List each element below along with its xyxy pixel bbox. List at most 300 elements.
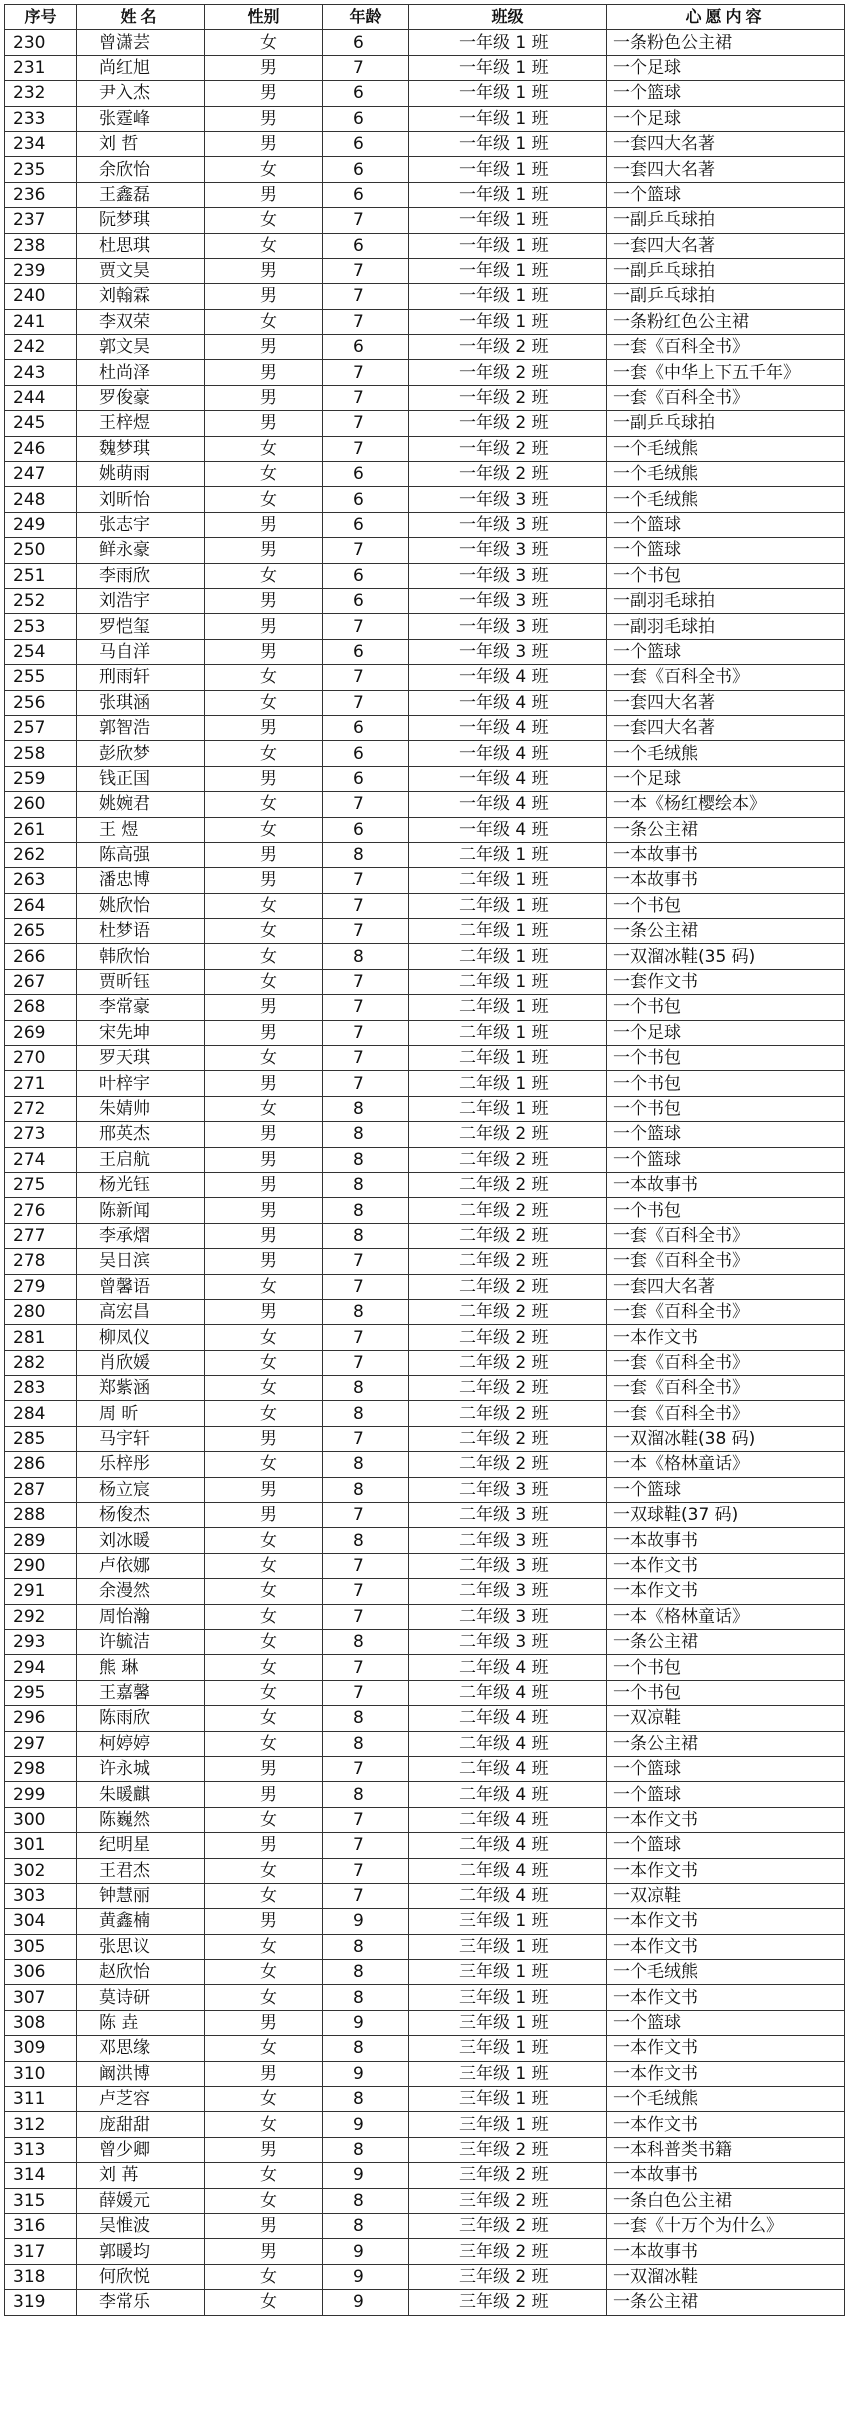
cell-name: 周 昕 <box>77 1401 205 1426</box>
table-row <box>5 1883 845 1908</box>
cell-age: 8 <box>323 1477 409 1502</box>
cell-id: 313 <box>5 2137 77 2162</box>
cell-wish: 一本科普类书籍 <box>607 2137 845 2162</box>
cell-name: 鲜永豪 <box>77 538 205 563</box>
cell-class: 二年级 1 班 <box>409 995 607 1020</box>
cell-id: 248 <box>5 487 77 512</box>
table-row <box>5 817 845 842</box>
cell-class: 一年级 1 班 <box>409 131 607 156</box>
cell-id: 254 <box>5 639 77 664</box>
cell-id: 316 <box>5 2213 77 2238</box>
cell-class: 一年级 1 班 <box>409 157 607 182</box>
cell-id: 284 <box>5 1401 77 1426</box>
cell-name: 刘 苒 <box>77 2163 205 2188</box>
cell-wish: 一本故事书 <box>607 1172 845 1197</box>
cell-id: 303 <box>5 1883 77 1908</box>
cell-class: 三年级 2 班 <box>409 2137 607 2162</box>
cell-id: 240 <box>5 284 77 309</box>
table-row <box>5 1147 845 1172</box>
cell-wish: 一双球鞋(37 码) <box>607 1503 845 1528</box>
cell-age: 8 <box>323 1960 409 1985</box>
cell-name: 王君杰 <box>77 1858 205 1883</box>
header-wish: 心愿内容 <box>607 5 845 30</box>
table-row <box>5 639 845 664</box>
cell-age: 6 <box>323 131 409 156</box>
cell-class: 二年级 3 班 <box>409 1528 607 1553</box>
cell-gender: 女 <box>205 2112 323 2137</box>
cell-name: 姚婉君 <box>77 792 205 817</box>
cell-name: 黄鑫楠 <box>77 1909 205 1934</box>
cell-class: 二年级 2 班 <box>409 1376 607 1401</box>
cell-wish: 一本作文书 <box>607 1909 845 1934</box>
cell-name: 曾少卿 <box>77 2137 205 2162</box>
cell-name: 王嘉馨 <box>77 1680 205 1705</box>
cell-wish: 一个篮球 <box>607 182 845 207</box>
cell-wish: 一个毛绒熊 <box>607 462 845 487</box>
cell-wish: 一套四大名著 <box>607 690 845 715</box>
cell-age: 7 <box>323 360 409 385</box>
cell-id: 246 <box>5 436 77 461</box>
cell-name: 邓思缘 <box>77 2036 205 2061</box>
cell-gender: 女 <box>205 1096 323 1121</box>
table-row <box>5 1223 845 1248</box>
cell-class: 一年级 3 班 <box>409 538 607 563</box>
cell-wish: 一套《百科全书》 <box>607 1350 845 1375</box>
cell-name: 朱婧帅 <box>77 1096 205 1121</box>
cell-name: 刘 哲 <box>77 131 205 156</box>
cell-gender: 男 <box>205 131 323 156</box>
cell-class: 三年级 1 班 <box>409 1909 607 1934</box>
table-row <box>5 868 845 893</box>
cell-gender: 女 <box>205 1706 323 1731</box>
cell-gender: 男 <box>205 842 323 867</box>
cell-class: 一年级 2 班 <box>409 436 607 461</box>
cell-wish: 一本作文书 <box>607 1553 845 1578</box>
table-row <box>5 665 845 690</box>
cell-name: 刘昕怡 <box>77 487 205 512</box>
cell-id: 318 <box>5 2264 77 2289</box>
header-gender: 性别 <box>205 5 323 30</box>
cell-gender: 男 <box>205 2239 323 2264</box>
cell-wish: 一条公主裙 <box>607 2290 845 2315</box>
cell-age: 7 <box>323 436 409 461</box>
cell-name: 李承熠 <box>77 1223 205 1248</box>
cell-name: 郑紫涵 <box>77 1376 205 1401</box>
cell-age: 8 <box>323 1985 409 2010</box>
cell-age: 7 <box>323 1858 409 1883</box>
cell-id: 238 <box>5 233 77 258</box>
cell-class: 二年级 1 班 <box>409 868 607 893</box>
cell-id: 312 <box>5 2112 77 2137</box>
cell-gender: 男 <box>205 182 323 207</box>
cell-wish: 一个篮球 <box>607 512 845 537</box>
cell-gender: 女 <box>205 208 323 233</box>
table-row <box>5 2213 845 2238</box>
cell-age: 8 <box>323 1630 409 1655</box>
cell-name: 王启航 <box>77 1147 205 1172</box>
cell-age: 6 <box>323 233 409 258</box>
cell-wish: 一个篮球 <box>607 639 845 664</box>
cell-gender: 女 <box>205 2188 323 2213</box>
cell-age: 7 <box>323 1046 409 1071</box>
cell-wish: 一个毛绒熊 <box>607 741 845 766</box>
cell-gender: 男 <box>205 55 323 80</box>
cell-name: 郭暖均 <box>77 2239 205 2264</box>
cell-gender: 女 <box>205 563 323 588</box>
cell-id: 249 <box>5 512 77 537</box>
cell-wish: 一本作文书 <box>607 1934 845 1959</box>
cell-id: 270 <box>5 1046 77 1071</box>
cell-name: 王 煜 <box>77 817 205 842</box>
cell-class: 一年级 1 班 <box>409 106 607 131</box>
cell-id: 264 <box>5 893 77 918</box>
cell-gender: 女 <box>205 690 323 715</box>
cell-gender: 男 <box>205 512 323 537</box>
cell-gender: 男 <box>205 1503 323 1528</box>
cell-gender: 女 <box>205 665 323 690</box>
cell-name: 曾馨语 <box>77 1274 205 1299</box>
table-row <box>5 715 845 740</box>
cell-gender: 女 <box>205 919 323 944</box>
cell-class: 二年级 4 班 <box>409 1680 607 1705</box>
table-row <box>5 2264 845 2289</box>
cell-id: 236 <box>5 182 77 207</box>
cell-gender: 男 <box>205 2213 323 2238</box>
table-row <box>5 1325 845 1350</box>
cell-wish: 一个书包 <box>607 1096 845 1121</box>
cell-gender: 女 <box>205 2036 323 2061</box>
table-row <box>5 1680 845 1705</box>
cell-id: 234 <box>5 131 77 156</box>
cell-wish: 一副乒乓球拍 <box>607 258 845 283</box>
cell-class: 一年级 1 班 <box>409 30 607 55</box>
cell-age: 8 <box>323 944 409 969</box>
cell-name: 周怡瀚 <box>77 1604 205 1629</box>
cell-gender: 男 <box>205 538 323 563</box>
cell-gender: 女 <box>205 1401 323 1426</box>
table-row <box>5 55 845 80</box>
cell-age: 8 <box>323 2087 409 2112</box>
cell-name: 赵欣怡 <box>77 1960 205 1985</box>
table-row <box>5 1579 845 1604</box>
cell-class: 二年级 2 班 <box>409 1426 607 1451</box>
cell-age: 7 <box>323 411 409 436</box>
cell-id: 292 <box>5 1604 77 1629</box>
cell-wish: 一个篮球 <box>607 1477 845 1502</box>
cell-id: 286 <box>5 1452 77 1477</box>
cell-name: 许永城 <box>77 1756 205 1781</box>
cell-age: 9 <box>323 2264 409 2289</box>
cell-id: 247 <box>5 462 77 487</box>
table-row <box>5 1172 845 1197</box>
cell-id: 239 <box>5 258 77 283</box>
cell-wish: 一套《百科全书》 <box>607 385 845 410</box>
cell-age: 7 <box>323 893 409 918</box>
cell-gender: 男 <box>205 1299 323 1324</box>
cell-id: 253 <box>5 614 77 639</box>
cell-wish: 一个书包 <box>607 563 845 588</box>
cell-age: 8 <box>323 2036 409 2061</box>
cell-class: 一年级 1 班 <box>409 233 607 258</box>
table-row <box>5 2137 845 2162</box>
cell-name: 薛媛元 <box>77 2188 205 2213</box>
cell-age: 7 <box>323 995 409 1020</box>
cell-id: 290 <box>5 1553 77 1578</box>
cell-id: 300 <box>5 1807 77 1832</box>
cell-class: 三年级 1 班 <box>409 2036 607 2061</box>
cell-gender: 女 <box>205 1883 323 1908</box>
table-row <box>5 919 845 944</box>
cell-class: 二年级 1 班 <box>409 1046 607 1071</box>
table-row <box>5 258 845 283</box>
cell-gender: 男 <box>205 1122 323 1147</box>
cell-gender: 女 <box>205 893 323 918</box>
cell-age: 8 <box>323 1172 409 1197</box>
cell-gender: 男 <box>205 639 323 664</box>
cell-wish: 一本作文书 <box>607 1807 845 1832</box>
cell-name: 杨俊杰 <box>77 1503 205 1528</box>
table-row <box>5 309 845 334</box>
cell-name: 莫诗研 <box>77 1985 205 2010</box>
cell-wish: 一本作文书 <box>607 2061 845 2086</box>
table-row <box>5 335 845 360</box>
cell-age: 6 <box>323 30 409 55</box>
cell-gender: 男 <box>205 106 323 131</box>
cell-id: 288 <box>5 1503 77 1528</box>
cell-wish: 一本《杨红樱绘本》 <box>607 792 845 817</box>
cell-gender: 女 <box>205 1655 323 1680</box>
cell-id: 319 <box>5 2290 77 2315</box>
cell-wish: 一本作文书 <box>607 1858 845 1883</box>
cell-age: 8 <box>323 1452 409 1477</box>
cell-name: 姚萌雨 <box>77 462 205 487</box>
cell-wish: 一套作文书 <box>607 969 845 994</box>
cell-wish: 一条公主裙 <box>607 1630 845 1655</box>
table-row <box>5 1350 845 1375</box>
cell-id: 308 <box>5 2010 77 2035</box>
cell-gender: 男 <box>205 715 323 740</box>
cell-name: 乐梓彤 <box>77 1452 205 1477</box>
table-row <box>5 436 845 461</box>
cell-name: 吴惟波 <box>77 2213 205 2238</box>
cell-gender: 女 <box>205 1376 323 1401</box>
cell-wish: 一个篮球 <box>607 81 845 106</box>
cell-name: 杨立宸 <box>77 1477 205 1502</box>
cell-wish: 一套四大名著 <box>607 157 845 182</box>
cell-name: 尹入杰 <box>77 81 205 106</box>
cell-name: 罗天琪 <box>77 1046 205 1071</box>
cell-gender: 女 <box>205 1274 323 1299</box>
cell-class: 一年级 1 班 <box>409 81 607 106</box>
cell-wish: 一副乒乓球拍 <box>607 284 845 309</box>
cell-id: 295 <box>5 1680 77 1705</box>
cell-name: 李常乐 <box>77 2290 205 2315</box>
cell-age: 7 <box>323 1274 409 1299</box>
cell-name: 宋先坤 <box>77 1020 205 1045</box>
cell-age: 8 <box>323 2137 409 2162</box>
cell-age: 7 <box>323 1680 409 1705</box>
table-row <box>5 233 845 258</box>
cell-id: 263 <box>5 868 77 893</box>
cell-class: 三年级 1 班 <box>409 2010 607 2035</box>
cell-class: 一年级 4 班 <box>409 817 607 842</box>
cell-id: 268 <box>5 995 77 1020</box>
cell-class: 三年级 2 班 <box>409 2290 607 2315</box>
cell-class: 二年级 3 班 <box>409 1503 607 1528</box>
cell-wish: 一套《中华上下五千年》 <box>607 360 845 385</box>
cell-wish: 一本作文书 <box>607 2112 845 2137</box>
table-row <box>5 614 845 639</box>
cell-age: 8 <box>323 842 409 867</box>
cell-id: 271 <box>5 1071 77 1096</box>
table-row <box>5 1553 845 1578</box>
cell-gender: 女 <box>205 309 323 334</box>
cell-id: 272 <box>5 1096 77 1121</box>
table-row <box>5 2290 845 2315</box>
cell-wish: 一本故事书 <box>607 1528 845 1553</box>
cell-id: 252 <box>5 588 77 613</box>
cell-age: 7 <box>323 1503 409 1528</box>
cell-age: 8 <box>323 1198 409 1223</box>
cell-class: 一年级 2 班 <box>409 411 607 436</box>
cell-gender: 女 <box>205 1604 323 1629</box>
cell-wish: 一个足球 <box>607 1020 845 1045</box>
cell-name: 杜思琪 <box>77 233 205 258</box>
cell-name: 刘浩宇 <box>77 588 205 613</box>
table-row <box>5 2087 845 2112</box>
cell-name: 钱正国 <box>77 766 205 791</box>
cell-class: 二年级 1 班 <box>409 1096 607 1121</box>
cell-id: 245 <box>5 411 77 436</box>
table-row <box>5 2061 845 2086</box>
table-row <box>5 969 845 994</box>
cell-name: 何欣悦 <box>77 2264 205 2289</box>
table-row <box>5 1756 845 1781</box>
cell-class: 二年级 1 班 <box>409 893 607 918</box>
cell-age: 7 <box>323 1553 409 1578</box>
cell-age: 7 <box>323 385 409 410</box>
cell-id: 306 <box>5 1960 77 1985</box>
cell-id: 305 <box>5 1934 77 1959</box>
cell-gender: 女 <box>205 944 323 969</box>
cell-wish: 一个篮球 <box>607 1782 845 1807</box>
cell-name: 邢英杰 <box>77 1122 205 1147</box>
cell-age: 7 <box>323 1249 409 1274</box>
cell-class: 一年级 2 班 <box>409 462 607 487</box>
cell-age: 7 <box>323 690 409 715</box>
cell-class: 二年级 2 班 <box>409 1401 607 1426</box>
cell-name: 贾文昊 <box>77 258 205 283</box>
table-row <box>5 1452 845 1477</box>
cell-id: 259 <box>5 766 77 791</box>
cell-class: 二年级 2 班 <box>409 1172 607 1197</box>
cell-age: 7 <box>323 919 409 944</box>
cell-age: 8 <box>323 1299 409 1324</box>
cell-age: 8 <box>323 1096 409 1121</box>
cell-wish: 一本作文书 <box>607 1985 845 2010</box>
table-row <box>5 1909 845 1934</box>
cell-id: 262 <box>5 842 77 867</box>
cell-name: 杨光钰 <box>77 1172 205 1197</box>
table-row <box>5 1934 845 1959</box>
cell-id: 255 <box>5 665 77 690</box>
cell-gender: 女 <box>205 1579 323 1604</box>
cell-age: 7 <box>323 1807 409 1832</box>
cell-age: 7 <box>323 284 409 309</box>
cell-id: 251 <box>5 563 77 588</box>
cell-wish: 一副羽毛球拍 <box>607 614 845 639</box>
cell-id: 230 <box>5 30 77 55</box>
cell-age: 6 <box>323 462 409 487</box>
table-row <box>5 1503 845 1528</box>
cell-class: 一年级 1 班 <box>409 182 607 207</box>
table-row <box>5 588 845 613</box>
table-row <box>5 512 845 537</box>
cell-name: 李常豪 <box>77 995 205 1020</box>
cell-name: 罗俊豪 <box>77 385 205 410</box>
cell-age: 7 <box>323 969 409 994</box>
table-row <box>5 1782 845 1807</box>
cell-gender: 女 <box>205 969 323 994</box>
cell-gender: 男 <box>205 1426 323 1451</box>
cell-gender: 女 <box>205 1630 323 1655</box>
cell-wish: 一套《百科全书》 <box>607 1401 845 1426</box>
cell-class: 一年级 3 班 <box>409 614 607 639</box>
table-row <box>5 2188 845 2213</box>
cell-age: 8 <box>323 1731 409 1756</box>
cell-name: 张志宇 <box>77 512 205 537</box>
cell-id: 287 <box>5 1477 77 1502</box>
cell-wish: 一个篮球 <box>607 1833 845 1858</box>
cell-id: 241 <box>5 309 77 334</box>
cell-id: 273 <box>5 1122 77 1147</box>
cell-name: 阮梦琪 <box>77 208 205 233</box>
cell-name: 柯婷婷 <box>77 1731 205 1756</box>
cell-id: 243 <box>5 360 77 385</box>
cell-wish: 一个书包 <box>607 893 845 918</box>
cell-gender: 男 <box>205 81 323 106</box>
cell-wish: 一套《百科全书》 <box>607 1223 845 1248</box>
cell-age: 8 <box>323 2188 409 2213</box>
cell-class: 二年级 3 班 <box>409 1477 607 1502</box>
cell-wish: 一套《百科全书》 <box>607 335 845 360</box>
cell-age: 9 <box>323 1909 409 1934</box>
cell-name: 余欣怡 <box>77 157 205 182</box>
cell-name: 庞甜甜 <box>77 2112 205 2137</box>
cell-gender: 男 <box>205 1782 323 1807</box>
table-row <box>5 1198 845 1223</box>
table-row <box>5 208 845 233</box>
cell-age: 7 <box>323 55 409 80</box>
cell-class: 三年级 2 班 <box>409 2213 607 2238</box>
cell-id: 231 <box>5 55 77 80</box>
cell-age: 6 <box>323 487 409 512</box>
cell-age: 9 <box>323 2290 409 2315</box>
table-row <box>5 1020 845 1045</box>
cell-id: 279 <box>5 1274 77 1299</box>
table-row <box>5 1833 845 1858</box>
cell-class: 二年级 1 班 <box>409 1071 607 1096</box>
cell-class: 二年级 4 班 <box>409 1833 607 1858</box>
cell-age: 8 <box>323 1782 409 1807</box>
table-row <box>5 1477 845 1502</box>
table-row <box>5 690 845 715</box>
cell-class: 一年级 4 班 <box>409 766 607 791</box>
cell-name: 卢芝容 <box>77 2087 205 2112</box>
cell-age: 7 <box>323 1655 409 1680</box>
cell-wish: 一条白色公主裙 <box>607 2188 845 2213</box>
cell-name: 魏梦琪 <box>77 436 205 461</box>
